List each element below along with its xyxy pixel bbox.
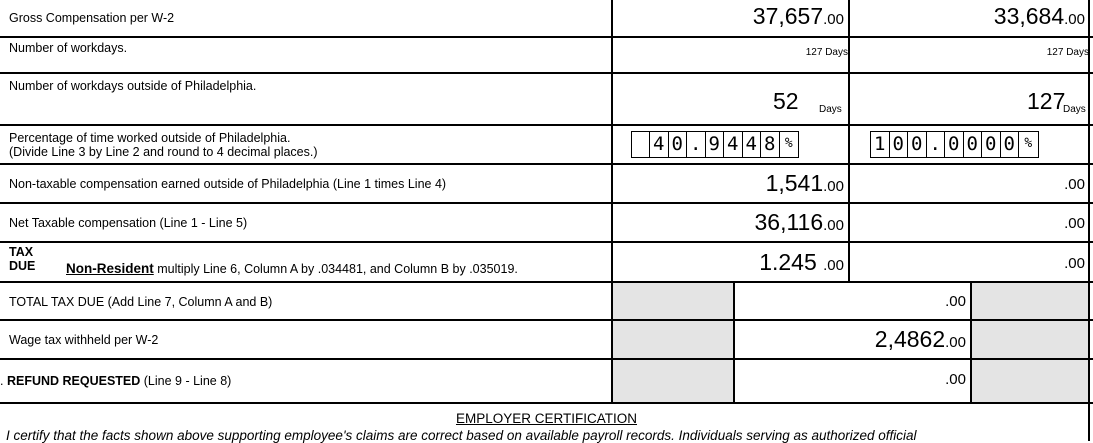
employer-certification-text: I certify that the facts shown above supporting employee's claims are correct based on available payroll records. Individuals serving as authorized official bbox=[6, 428, 917, 443]
digit-box: . bbox=[687, 132, 706, 157]
digit-box: % bbox=[784, 136, 793, 151]
digit-box: 0 bbox=[669, 132, 688, 157]
digit-box: 0 bbox=[890, 132, 909, 157]
amount-cents: .00 bbox=[945, 334, 966, 351]
grid-line bbox=[0, 358, 1093, 360]
grid-line bbox=[970, 281, 972, 403]
row4-col-b-digit-boxes bbox=[870, 131, 1039, 158]
digit-box: 0 bbox=[945, 132, 964, 157]
digit-box: 4 bbox=[724, 132, 743, 157]
grid-line bbox=[848, 0, 850, 282]
row5-col-a-amount bbox=[766, 170, 844, 197]
grid-line bbox=[0, 241, 1093, 243]
amount-main: 2,4862 bbox=[874, 326, 946, 352]
row9-amount bbox=[875, 326, 966, 353]
digit-box: 9 bbox=[706, 132, 725, 157]
row4-label-line2: (Divide Line 3 by Line 2 and round to 4 decimal places.) bbox=[9, 145, 318, 159]
row7-tax-due-label bbox=[9, 245, 35, 273]
row6-col-b-amount bbox=[1064, 215, 1085, 233]
row3-col-b-unit: Days bbox=[1063, 104, 1086, 115]
row8-label: TOTAL TAX DUE (Add Line 7, Column A and B) bbox=[9, 295, 273, 309]
grid-line bbox=[0, 281, 1093, 283]
row4-label-line1: Percentage of time worked outside of Philadelphia. bbox=[9, 131, 291, 145]
row7-label-line1: TAX bbox=[9, 245, 34, 259]
digit-box: 1 bbox=[871, 132, 890, 157]
grid-line bbox=[0, 163, 1093, 165]
row3-label: Number of workdays outside of Philadelphia. bbox=[9, 79, 257, 93]
amount-cents: .00 bbox=[1064, 255, 1085, 272]
grid-line bbox=[733, 281, 735, 403]
amount-cents: .00 bbox=[1064, 215, 1085, 232]
row5-col-b-amount bbox=[1064, 176, 1085, 194]
amount-cents: .00 bbox=[823, 217, 844, 234]
amount-main: 36,116 bbox=[754, 209, 824, 235]
digit-box: 0 bbox=[908, 132, 927, 157]
grid-line bbox=[0, 72, 1093, 74]
grid-line bbox=[0, 124, 1093, 126]
row9-label: Wage tax withheld per W-2 bbox=[9, 333, 159, 347]
amount-cents: .00 bbox=[1064, 176, 1085, 193]
row10-label bbox=[0, 374, 231, 388]
row1-col-b-amount bbox=[994, 3, 1085, 30]
digit-box: % bbox=[1024, 136, 1033, 151]
row3-col-b-days bbox=[1027, 88, 1065, 115]
row6-label: Net Taxable compensation (Line 1 - Line 5) bbox=[9, 216, 248, 230]
row7-instruction-text: multiply Line 6, Column A by .034481, and Column B by .035019. bbox=[153, 262, 518, 276]
row7-col-b-amount bbox=[1064, 255, 1085, 273]
row2-col-b-days: 127 Days bbox=[1046, 47, 1089, 58]
digit-box: . bbox=[927, 132, 946, 157]
employer-certification-title: EMPLOYER CERTIFICATION bbox=[455, 411, 638, 426]
row8-amount bbox=[945, 293, 966, 311]
shaded-cell-col-b bbox=[972, 282, 1088, 403]
digit-box: 0 bbox=[1001, 132, 1020, 157]
row10-prefix: . bbox=[0, 374, 7, 388]
amount-cents: .00 bbox=[823, 178, 844, 195]
digit-box: 0 bbox=[964, 132, 983, 157]
amount-cents: .00 bbox=[945, 371, 966, 388]
grid-line bbox=[611, 0, 613, 403]
row1-label: Gross Compensation per W-2 bbox=[9, 11, 175, 25]
row10-label-bold: REFUND REQUESTED bbox=[6, 374, 141, 388]
blank-digit-box bbox=[632, 132, 650, 157]
row7-col-a-amount bbox=[759, 249, 844, 276]
row2-label: Number of workdays. bbox=[9, 41, 128, 55]
grid-line bbox=[0, 36, 1093, 38]
digit-box: 8 bbox=[761, 132, 780, 157]
amount-main: 37,657 bbox=[752, 3, 824, 29]
amount-cents: .00 bbox=[823, 11, 844, 28]
grid-line bbox=[0, 202, 1093, 204]
amount-main: 52 bbox=[773, 88, 799, 114]
row3-col-a-days bbox=[773, 88, 799, 115]
amount-cents: .00 bbox=[823, 257, 844, 274]
amount-cents: .00 bbox=[1064, 11, 1085, 28]
amount-main: 127 bbox=[1027, 88, 1066, 114]
amount-cents: .00 bbox=[945, 293, 966, 310]
amount-main: 1.245 bbox=[759, 249, 824, 275]
row7-label-line2: DUE bbox=[9, 259, 36, 273]
nonresident-label: Non-Resident bbox=[66, 261, 154, 276]
row10-label-rest: (Line 9 - Line 8) bbox=[140, 374, 232, 388]
row3-col-a-unit: Days bbox=[819, 104, 842, 115]
shaded-cell-col-a bbox=[612, 282, 734, 403]
grid-line bbox=[1088, 0, 1090, 441]
row5-label: Non-taxable compensation earned outside of Philadelphia (Line 1 times Line 4) bbox=[9, 177, 447, 191]
grid-line bbox=[0, 319, 1093, 321]
row2-col-a-days: 127 Days bbox=[805, 47, 848, 58]
row10-amount bbox=[945, 371, 966, 389]
row1-col-a-amount bbox=[753, 3, 844, 30]
row6-col-a-amount bbox=[755, 209, 845, 236]
amount-main: 1,541 bbox=[765, 170, 824, 196]
row7-instruction bbox=[66, 262, 518, 276]
amount-main: 33,684 bbox=[993, 3, 1065, 29]
digit-box: 0 bbox=[982, 132, 1001, 157]
row4-col-a-digit-boxes bbox=[631, 131, 799, 158]
grid-line bbox=[0, 402, 1093, 404]
row4-label bbox=[9, 131, 318, 159]
digit-box: 4 bbox=[650, 132, 669, 157]
digit-box: 4 bbox=[743, 132, 762, 157]
